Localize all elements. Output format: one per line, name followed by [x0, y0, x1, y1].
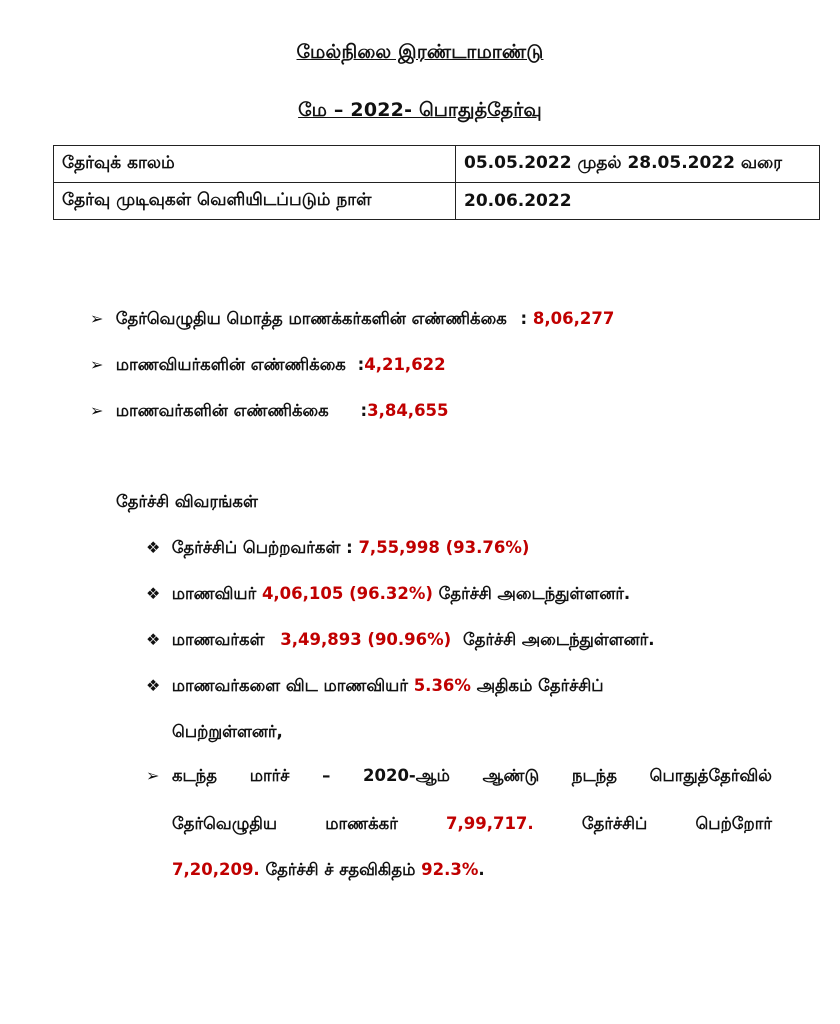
diff-line-2: பெற்றுள்ளனர்,	[172, 722, 283, 741]
exam-info-table	[53, 145, 820, 220]
word: –	[322, 766, 331, 785]
arrow-bullet-icon: ➢	[90, 401, 104, 420]
stat-value: 3,84,655	[367, 401, 449, 420]
result-date-label: தேர்வு முடிவுகள் வெளியிடப்படும் நாள்	[54, 183, 456, 220]
word: பொதுத்தேர்வில்	[649, 766, 772, 785]
stat-girls	[90, 355, 446, 377]
boys-suffix: தேர்ச்சி அடைந்துள்ளனர்.	[462, 630, 655, 649]
boys-label: மாணவர்கள்	[171, 630, 265, 649]
passed-label: தேர்ச்சிப் பெற்றவர்கள் :	[171, 538, 353, 557]
stat-label: மாணவர்களின் எண்ணிக்கை	[115, 401, 329, 420]
results-heading: தேர்ச்சி விவரங்கள்	[116, 492, 258, 511]
diamond-bullet-icon: ❖	[146, 630, 161, 649]
stat-separator: :	[357, 355, 365, 374]
stat-value: 4,21,622	[364, 355, 446, 374]
previous-percent-label: தேர்ச்சி ச் சதவிகிதம்	[265, 860, 416, 879]
period: .	[478, 860, 485, 879]
girls-value: 4,06,105 (96.32%)	[261, 584, 433, 603]
previous-percent-value: 92.3%	[421, 860, 479, 879]
girls-suffix: தேர்ச்சி அடைந்துள்ளனர்.	[438, 584, 631, 603]
diff-value: 5.36%	[413, 676, 471, 695]
word: பெற்றோர்	[695, 814, 772, 833]
word: கடந்த	[172, 766, 218, 785]
previous-passed-value: 7,20,209.	[172, 860, 260, 879]
girls-label: மாணவியர்	[171, 584, 257, 603]
arrow-bullet-icon: ➢	[90, 355, 104, 374]
diff-prefix: மாணவர்களை விட மாணவியர்	[171, 676, 408, 695]
previous-line-2	[172, 814, 772, 836]
stat-total	[90, 309, 614, 331]
exam-period-label: தேர்வுக் காலம்	[54, 146, 456, 183]
result-girls	[146, 584, 630, 606]
diff-suffix: அதிகம் தேர்ச்சிப்	[476, 676, 604, 695]
diamond-bullet-icon: ❖	[146, 584, 161, 603]
word: மாணக்கர்	[325, 814, 398, 833]
stat-separator: :	[520, 309, 528, 328]
word: 2020-ஆம்	[363, 766, 450, 785]
previous-line-3	[172, 860, 485, 882]
result-passed	[146, 538, 529, 560]
stat-label: தேர்வெழுதிய மொத்த மாணக்கர்களின் எண்ணிக்கை	[115, 309, 507, 328]
passed-value: 7,55,998 (93.76%)	[358, 538, 530, 557]
stat-boys	[90, 401, 449, 423]
word: மார்ச்	[249, 766, 290, 785]
word: நடந்த	[571, 766, 617, 785]
word: தேர்வெழுதிய	[172, 814, 278, 833]
previous-appeared-value: 7,99,717.	[445, 814, 534, 833]
stat-label: மாணவியர்களின் எண்ணிக்கை	[115, 355, 346, 374]
arrow-bullet-icon: ➢	[90, 309, 104, 328]
stat-separator: :	[360, 401, 368, 420]
result-difference	[146, 676, 604, 698]
boys-value: 3,49,893 (90.96%)	[280, 630, 452, 649]
result-boys	[146, 630, 655, 652]
table-row	[54, 183, 820, 220]
result-date-value: 20.06.2022	[456, 183, 820, 220]
diamond-bullet-icon: ❖	[146, 676, 161, 695]
previous-line-1	[172, 766, 772, 788]
arrow-bullet-icon: ➢	[146, 766, 160, 785]
word: தேர்ச்சிப்	[581, 814, 648, 833]
stat-value: 8,06,277	[532, 309, 615, 328]
word: ஆண்டு	[482, 766, 540, 785]
exam-period-value: 05.05.2022 முதல் 28.05.2022 வரை	[456, 146, 820, 183]
diamond-bullet-icon: ❖	[146, 538, 161, 557]
table-row	[54, 146, 820, 183]
page-title: மேல்நிலை இரண்டாமாண்டு	[296, 41, 544, 63]
page-subtitle: மே – 2022- பொதுத்தேர்வு	[298, 99, 542, 121]
